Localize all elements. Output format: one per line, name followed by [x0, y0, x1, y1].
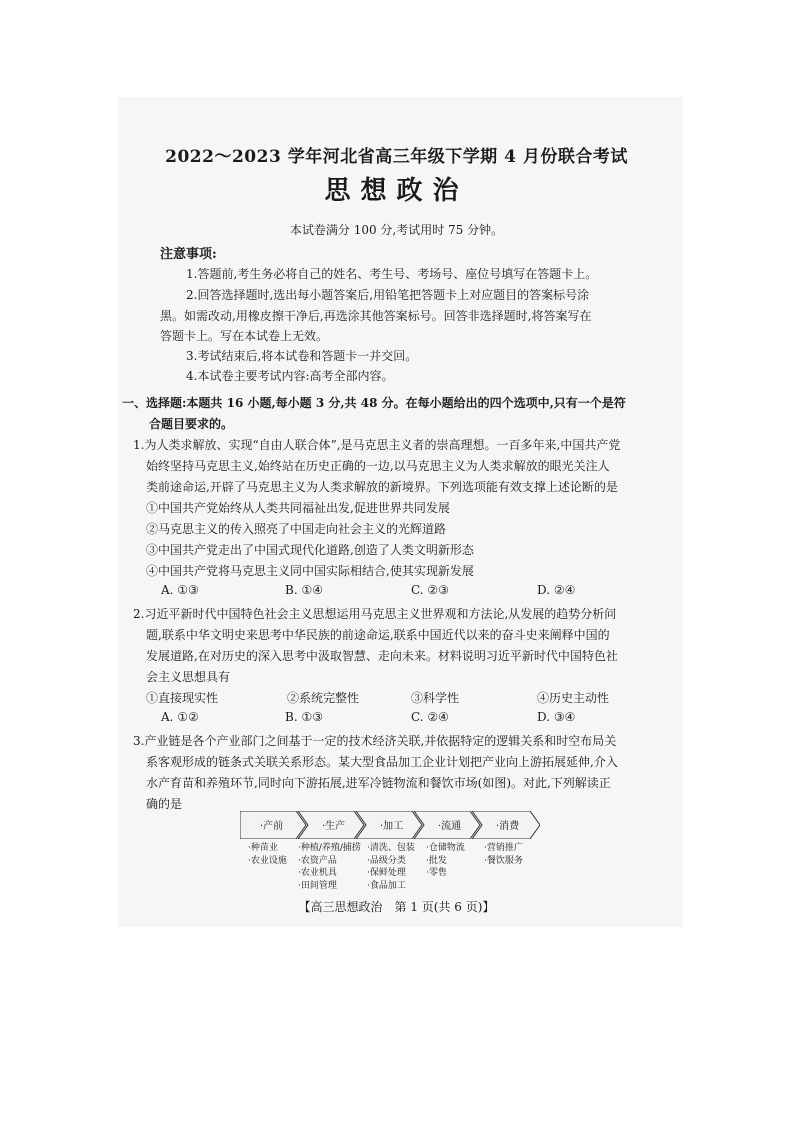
- chain-detail-item: ·种植/养殖/捕捞: [298, 843, 361, 853]
- chain-detail-item: ·营销推广: [484, 843, 523, 853]
- q1-choice-a: A. ①③: [161, 583, 199, 597]
- q2-stem: 2.习近平新时代中国特色社会主义思想运用马克思主义世界观和方法论,从发展的趋势分析问: [133, 607, 617, 621]
- q2-item: ②系统完整性: [287, 691, 360, 705]
- chain-detail-item: ·农资产品: [298, 855, 337, 866]
- q2-choice-c: C. ②④: [411, 710, 449, 724]
- q2-stem: 发展道路,在对历史的深入思考中汲取智慧、走向未来。材料说明习近平新时代中国特色社: [146, 649, 618, 663]
- q2-item: ①直接现实性: [146, 691, 219, 705]
- q3-stem: 水产育苗和养殖环节,同时向下游拓展,进军冷链物流和餐饮市场(如图)。对此,下列解读正: [146, 776, 611, 790]
- q2-stem: 题,联系中华文明史来思考中华民族的前途命运,联系中国近代以来的奋斗史来阐释中国的: [146, 628, 610, 642]
- chain-stage-label: ·产前: [260, 821, 284, 832]
- q2-item: ④历史主动性: [537, 691, 610, 705]
- q1-item: ②马克思主义的传入照亮了中国走向社会主义的光辉道路: [146, 522, 447, 536]
- chain-detail-column: [248, 842, 287, 867]
- q1-choice-c: C. ②③: [411, 583, 449, 597]
- notice-line: 4.本试卷主要考试内容:高考全部内容。: [186, 369, 394, 383]
- notice-line: 2.回答选择题时,选出每小题答案后,用铅笔把答题卡上对应题目的答案标号涂: [186, 288, 590, 302]
- section-heading-cont: 合题目要求的。: [149, 417, 234, 431]
- page-footer: 【高三思想政治 第 1 页(共 6 页)】: [298, 900, 495, 914]
- q2-stem: 会主义思想具有: [146, 670, 231, 684]
- q1-item: ④中国共产党将马克思主义同中国实际相结合,使其实现新发展: [146, 564, 474, 578]
- chain-detail-item: ·零售: [426, 868, 447, 878]
- exam-meta: 本试卷满分 100 分,考试用时 75 分钟。: [289, 223, 504, 237]
- q2-choice-d: D. ③④: [537, 710, 576, 724]
- q3-stem: 系客观形成的链条式关联关系形态。某大型食品加工企业计划把产业向上游拓展延伸,介入: [146, 755, 618, 769]
- q1-stem: 1.为人类求解放、实现“自由人联合体”,是马克思主义者的崇高理想。一百多年来,中国共产党: [133, 438, 621, 452]
- notice-line: 答题卡上。写在本试卷上无效。: [160, 329, 329, 343]
- q3-stem: 确的是: [146, 797, 183, 811]
- notice-heading: 注意事项:: [160, 247, 217, 262]
- q1-choice-b: B. ①④: [285, 583, 323, 597]
- chain-detail-column: [367, 842, 415, 892]
- exam-title: 2022～2023 学年河北省高三年级下学期 4 月份联合考试: [165, 147, 628, 167]
- chain-stage-label: ·消费: [496, 821, 520, 832]
- q1-stem: 类前途命运,开辟了马克思主义为人类求解放的新境界。下列选项能有效支撑上述论断的是: [146, 480, 618, 494]
- chain-detail-item: ·清洗、包装: [367, 843, 415, 853]
- q2-item: ③科学性: [411, 691, 460, 705]
- q1-stem: 始终坚持马克思主义,始终站在历史正确的一边,以马克思主义为人类求解放的眼光关注人: [146, 459, 610, 473]
- chain-detail-column: [298, 842, 361, 892]
- chain-stage-label: ·流通: [438, 821, 462, 832]
- subject-title: 思想政治: [324, 176, 469, 206]
- chain-detail-item: ·农业机具: [298, 868, 337, 878]
- chain-detail-item: ·种苗业: [248, 843, 278, 853]
- q1-choice-d: D. ②④: [537, 583, 576, 597]
- chain-stage-label: ·加工: [380, 821, 404, 832]
- chain-detail-item: ·仓储物流: [426, 843, 465, 853]
- chain-detail-item: ·批发: [426, 855, 447, 866]
- q3-stem: 3.产业链是各个产业部门之间基于一定的技术经济关联,并依据特定的逻辑关系和时空布局关: [133, 734, 617, 748]
- chain-detail-item: ·农业设施: [248, 855, 287, 866]
- chain-detail-item: ·餐饮服务: [484, 855, 523, 866]
- q2-choice-a: A. ①②: [161, 710, 199, 724]
- notice-line: 黑。如需改动,用橡皮擦干净后,再选涂其他答案标号。回答非选择题时,将答案写在: [160, 309, 592, 323]
- chain-detail-column: [484, 842, 523, 867]
- q1-item: ③中国共产党走出了中国式现代化道路,创造了人类文明新形态: [146, 543, 474, 557]
- notice-line: 3.考试结束后,将本试卷和答题卡一并交回。: [186, 349, 418, 363]
- chain-detail-item: ·食品加工: [367, 880, 406, 891]
- chain-stage-label: ·生产: [322, 821, 346, 832]
- chain-detail-column: [426, 842, 465, 880]
- q2-choice-b: B. ①③: [285, 710, 323, 724]
- industry-chain-diagram: [240, 811, 540, 839]
- section-heading: 一、选择题:本题共 16 小题,每小题 3 分,共 48 分。在每小题给出的四个选项中,只有一个是符: [122, 396, 626, 410]
- chain-detail-item: ·田间管理: [298, 880, 337, 891]
- chain-detail-item: ·品级分类: [367, 855, 406, 866]
- q1-item: ①中国共产党始终从人类共同福祉出发,促进世界共同发展: [146, 501, 450, 515]
- chain-detail-item: ·保鲜处理: [367, 868, 406, 878]
- notice-line: 1.答题前,考生务必将自己的姓名、考生号、考场号、座位号填写在答题卡上。: [186, 267, 598, 281]
